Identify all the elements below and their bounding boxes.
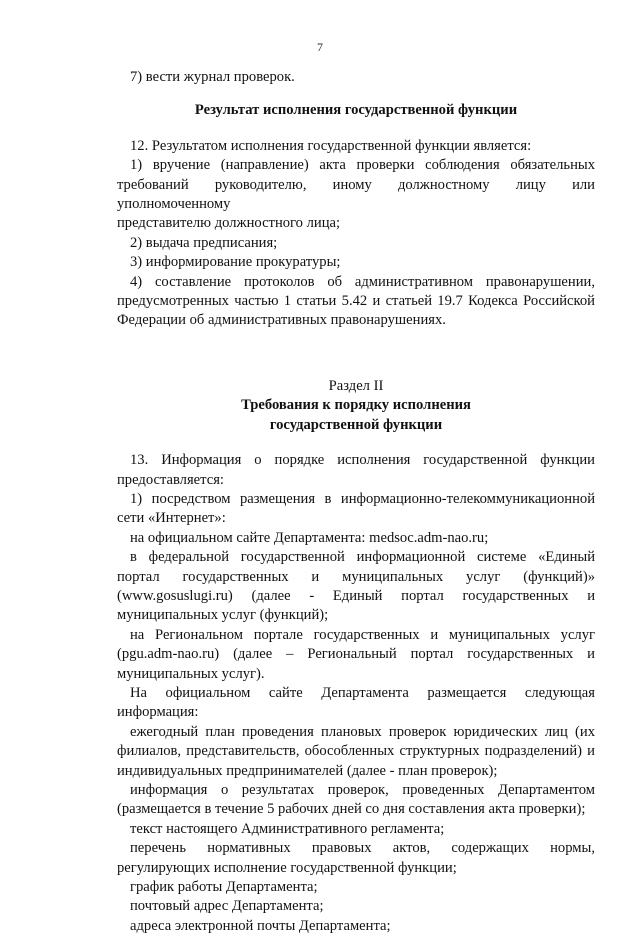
list-item: 3) информирование прокуратуры; [130, 254, 341, 271]
paragraph-line: ежегодный план проведения плановых проверок юридических лиц (их [130, 723, 595, 740]
paragraph-line: муниципальных услуг (функций); [117, 607, 329, 624]
paragraph-13: 13. Информация о порядке исполнения государственной функции [130, 452, 595, 469]
section-title: Требования к порядку исполнения [241, 397, 471, 414]
section-heading-result: Результат исполнения государственной функции [194, 102, 518, 119]
paragraph-line: информация: [117, 704, 199, 721]
paragraph-line: 1) посредством размещения в информационно-телекоммуникационной [130, 490, 595, 507]
document-body [117, 68, 595, 936]
paragraph-line: На официальном сайте Департамента размещается следующая [130, 684, 595, 701]
section-title: государственной функции [269, 416, 443, 433]
list-item: текст настоящего Административного регламента; [130, 820, 445, 837]
list-item: адреса электронной почты Департамента; [130, 917, 391, 934]
section-label: Раздел II [328, 377, 384, 394]
paragraph-line: предоставляется: [117, 471, 224, 488]
paragraph-line: информация о результатах проверок, проведенных Департаментом [130, 782, 595, 798]
paragraph-line: филиалов, представительств, обособленных структурных подразделений) и [117, 743, 595, 760]
paragraph-line: (pgu.adm-nao.ru) (далее – Региональный портал государственных и [117, 646, 595, 663]
paragraph-12: 12. Результатом исполнения государственной функции является: [130, 137, 532, 154]
paragraph-line: сети «Интернет»: [117, 510, 226, 527]
paragraph-line: (размещается в течение 5 рабочих дней со дня составления акта проверки); [117, 801, 586, 818]
paragraph-line: индивидуальных предпринимателей (далее - план проверок); [117, 762, 498, 779]
paragraph-line: на официальном сайте Департамента: medsoc.adm-nao.ru; [130, 529, 489, 546]
list-item: почтовый адрес Департамента; [130, 898, 324, 915]
paragraph-line: регулирующих исполнение государственной функции; [117, 859, 457, 876]
paragraph-line: портал государственных и муниципальных услуг (функций)» [117, 568, 595, 585]
page-number: 7 [317, 40, 323, 54]
list-item: 2) выдача предписания; [130, 234, 278, 251]
paragraph-line: муниципальных услуг). [117, 665, 265, 682]
paragraph-line: 4) составление протоколов об административном правонарушении, [130, 273, 595, 290]
paragraph-line: 1) вручение (направление) акта проверки соблюдения обязательных [130, 157, 595, 174]
paragraph-line: Федерации об административных правонарушениях. [117, 312, 446, 329]
paragraph-line: представителю должностного лица; [117, 215, 341, 232]
paragraph-line: на Региональном портале государственных и муниципальных услуг [130, 626, 595, 643]
list-item: график работы Департамента; [130, 879, 318, 896]
paragraph-line: (www.gosuslugi.ru) (далее - Единый портал государственных и [117, 587, 595, 604]
paragraph-line: предусмотренных частью 1 статьи 5.42 и статьей 19.7 Кодекса Российской [117, 293, 595, 310]
paragraph-line: требований руководителю, иному должностному лицу или уполномоченному [117, 176, 595, 213]
paragraph-line: перечень нормативных правовых актов, содержащих нормы, [130, 840, 595, 857]
list-item-7: 7) вести журнал проверок. [130, 69, 295, 85]
paragraph-line: в федеральной государственной информационной системе «Единый [130, 549, 595, 566]
